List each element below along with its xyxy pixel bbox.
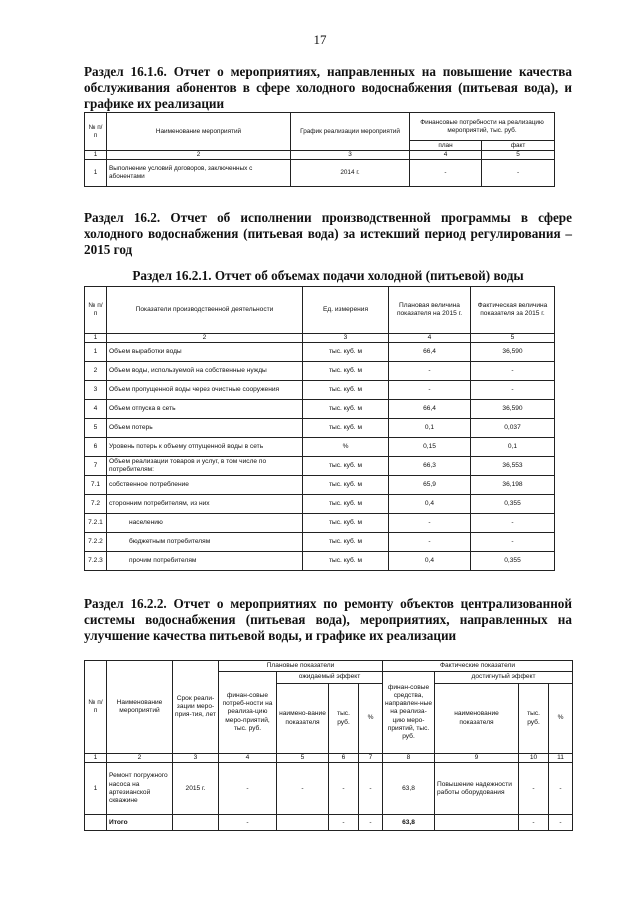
row-fact: - <box>471 381 555 400</box>
page-number: 17 <box>313 32 327 47</box>
table-row <box>85 552 555 571</box>
row-fact: 0,355 <box>471 495 555 514</box>
repair-activities-table <box>84 660 573 831</box>
total-c10: - <box>519 815 549 831</box>
row-name: собственное потребление <box>107 476 303 495</box>
row-num: 7.2 <box>85 495 107 514</box>
row-name: сторонним потребителям, из них <box>107 495 303 514</box>
total-c11: - <box>549 815 573 831</box>
row-num: 7.2.1 <box>85 514 107 533</box>
row-name: Объем отпуска в сеть <box>107 400 303 419</box>
table-row <box>85 419 555 438</box>
row-unit: тыс. куб. м <box>303 476 389 495</box>
header-plan: план <box>410 141 482 151</box>
row-fact: 0,037 <box>471 419 555 438</box>
table-row <box>85 457 555 476</box>
table-row <box>85 381 555 400</box>
col-number: 1 <box>85 151 107 160</box>
header-indicator: Показатели производственной деятельности <box>107 287 303 334</box>
row-num: 4 <box>85 400 107 419</box>
col-number: 11 <box>549 754 573 763</box>
header-fact: Фактическая величина показателя за 2015 г. <box>471 287 555 334</box>
row-fact: 36,553 <box>471 457 555 476</box>
row-plan: 0,15 <box>389 438 471 457</box>
col-number: 5 <box>482 151 555 160</box>
row-plan: - <box>389 533 471 552</box>
table-row <box>85 495 555 514</box>
row-name: Объем пропущенной воды через очистные сооружения <box>107 381 303 400</box>
col-number: 3 <box>173 754 219 763</box>
header-name: Наименование мероприятий <box>107 113 291 151</box>
total-c4: - <box>219 815 277 831</box>
table-row <box>85 763 573 815</box>
row-fact: 36,198 <box>471 476 555 495</box>
row-fact: 0,355 <box>471 552 555 571</box>
row-plan: - <box>410 160 482 187</box>
header-thousand-rub: тыс. руб. <box>329 684 359 754</box>
row-unit: тыс. куб. м <box>303 457 389 476</box>
row-plan: 0,1 <box>389 419 471 438</box>
row-unit: тыс. куб. м <box>303 381 389 400</box>
header-plan: Плановая величина показателя на 2015 г. <box>389 287 471 334</box>
row-unit: тыс. куб. м <box>303 552 389 571</box>
row-name: Объем воды, используемой на собственные нужды <box>107 362 303 381</box>
col-number: 2 <box>107 754 173 763</box>
row-c9: Повышение надежности работы оборудования <box>435 763 519 815</box>
section-16-2-title: Раздел 16.2. Отчет об исполнении производственной программы в сфере холодного водоснабжения (питьевая вода) за истекший период регулирования – 2015 год <box>84 210 572 257</box>
row-num: 2 <box>85 362 107 381</box>
col-number: 4 <box>389 334 471 343</box>
header-achieved-effect: достигнутый эффект <box>435 672 573 684</box>
row-unit: тыс. куб. м <box>303 362 389 381</box>
row-c8: 63,8 <box>383 763 435 815</box>
row-num: 1 <box>85 160 107 187</box>
table-row <box>85 343 555 362</box>
header-name: Наименование мероприятий <box>107 661 173 754</box>
row-num: 3 <box>85 381 107 400</box>
header-term: Срок реали-зации меро-прия-тия, лет <box>173 661 219 754</box>
header-indicator-name: наименование показателя <box>435 684 519 754</box>
col-number: 1 <box>85 334 107 343</box>
row-name: бюджетным потребителям <box>107 533 303 552</box>
row-c4: - <box>219 763 277 815</box>
row-plan: 66,4 <box>389 400 471 419</box>
row-unit: тыс. куб. м <box>303 400 389 419</box>
row-fact: - <box>471 514 555 533</box>
row-num: 5 <box>85 419 107 438</box>
row-c5: - <box>277 763 329 815</box>
row-num: 7.1 <box>85 476 107 495</box>
total-c8: 63,8 <box>383 815 435 831</box>
table-row <box>85 533 555 552</box>
col-number: 2 <box>107 151 291 160</box>
header-unit: Ед. измерения <box>303 287 389 334</box>
table-row <box>85 438 555 457</box>
water-supply-volumes-table <box>84 286 555 571</box>
row-unit: тыс. куб. м <box>303 495 389 514</box>
header-num: № п/п <box>85 113 107 151</box>
header-expected-effect: ожидаемый эффект <box>277 672 383 684</box>
row-num: 7.2.3 <box>85 552 107 571</box>
header-num: № п/п <box>85 661 107 754</box>
col-number: 6 <box>329 754 359 763</box>
row-plan: 65,9 <box>389 476 471 495</box>
row-name: Выполнение условий договоров, заключенных с абонентами <box>107 160 291 187</box>
row-num: 6 <box>85 438 107 457</box>
header-percent: % <box>549 684 573 754</box>
header-fact-finance: финан-совые средства, направлен-ные на реализа-цию меро-приятий, тыс. руб. <box>383 672 435 754</box>
col-number: 2 <box>107 334 303 343</box>
row-fact: 36,590 <box>471 343 555 362</box>
row-unit: тыс. куб. м <box>303 343 389 362</box>
header-fact: факт <box>482 141 555 151</box>
total-c7: - <box>359 815 383 831</box>
col-number: 4 <box>410 151 482 160</box>
header-percent: % <box>359 684 383 754</box>
col-number: 3 <box>303 334 389 343</box>
total-row <box>85 815 573 831</box>
header-actual: Фактические показатели <box>383 661 573 672</box>
row-name: населению <box>107 514 303 533</box>
row-fact: 36,590 <box>471 400 555 419</box>
row-fact: - <box>471 362 555 381</box>
col-number: 9 <box>435 754 519 763</box>
row-unit: тыс. куб. м <box>303 514 389 533</box>
col-number: 5 <box>471 334 555 343</box>
header-finance: Финансовые потребности на реализацию мероприятий, тыс. руб. <box>410 113 555 141</box>
col-number: 10 <box>519 754 549 763</box>
row-plan: - <box>389 381 471 400</box>
row-name: Уровень потерь к объему отпущенной воды в сеть <box>107 438 303 457</box>
row-plan: 66,4 <box>389 343 471 362</box>
col-number: 5 <box>277 754 329 763</box>
header-indicator-name: наимено-вание показателя <box>277 684 329 754</box>
header-plan-finance: финан-совые потреб-ности на реализа-цию меро-приятий, тыс. руб. <box>219 672 277 754</box>
section-16-2-1-title: Раздел 16.2.1. Отчет об объемах подачи холодной (питьевой) воды <box>132 268 524 283</box>
row-name: прочим потребителям <box>107 552 303 571</box>
row-fact: 0,1 <box>471 438 555 457</box>
section-16-1-6-title: Раздел 16.1.6. Отчет о мероприятиях, направленных на повышение качества обслуживания абонентов в сфере холодного водоснабжения (питьевая вода), и графике их реализации <box>84 64 572 111</box>
col-number: 4 <box>219 754 277 763</box>
total-c6: - <box>329 815 359 831</box>
row-c10: - <box>519 763 549 815</box>
col-number: 7 <box>359 754 383 763</box>
table-row <box>85 400 555 419</box>
row-plan: 0,4 <box>389 495 471 514</box>
row-num: 1 <box>85 343 107 362</box>
table-row <box>85 514 555 533</box>
row-name: Ремонт погружного насоса на артезианской скважине <box>107 763 173 815</box>
row-unit: тыс. куб. м <box>303 419 389 438</box>
row-fact: - <box>471 533 555 552</box>
row-c11: - <box>549 763 573 815</box>
row-c6: - <box>329 763 359 815</box>
section-16-2-2-title: Раздел 16.2.2. Отчет о мероприятиях по ремонту объектов централизованной системы водоснабжения (питьевая вода), мероприятиях, направленных на улучшение качества питьевой воды, и графике их реализации <box>84 596 572 643</box>
col-number: 1 <box>85 754 107 763</box>
row-unit: % <box>303 438 389 457</box>
row-num: 7.2.2 <box>85 533 107 552</box>
row-unit: тыс. куб. м <box>303 533 389 552</box>
row-name: Объем потерь <box>107 419 303 438</box>
row-c7: - <box>359 763 383 815</box>
col-number: 8 <box>383 754 435 763</box>
row-plan: 0,4 <box>389 552 471 571</box>
total-label: Итого <box>107 815 173 831</box>
row-plan: - <box>389 362 471 381</box>
row-fact: - <box>482 160 555 187</box>
row-name: Объем реализации товаров и услуг, в том числе по потребителям: <box>107 457 303 476</box>
table-row <box>85 160 555 187</box>
table-row <box>85 476 555 495</box>
header-schedule: График реализации мероприятий <box>291 113 410 151</box>
row-plan: 66,3 <box>389 457 471 476</box>
row-name: Объем выработки воды <box>107 343 303 362</box>
row-plan: - <box>389 514 471 533</box>
header-planned: Плановые показатели <box>219 661 383 672</box>
row-term: 2015 г. <box>173 763 219 815</box>
row-num: 7 <box>85 457 107 476</box>
header-num: № п/п <box>85 287 107 334</box>
activities-quality-table <box>84 112 555 187</box>
col-number: 3 <box>291 151 410 160</box>
row-num: 1 <box>85 763 107 815</box>
row-schedule: 2014 г. <box>291 160 410 187</box>
header-thousand-rub: тыс. руб. <box>519 684 549 754</box>
table-row <box>85 362 555 381</box>
